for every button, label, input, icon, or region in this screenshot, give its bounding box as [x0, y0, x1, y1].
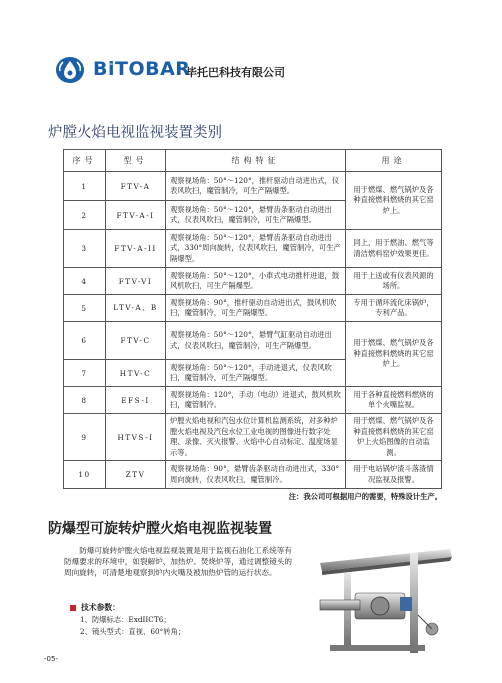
row-use: 专用于循环流化床锅炉，专利产品。	[346, 295, 442, 322]
table-row	[64, 322, 442, 360]
row-feature: 炉膛火焰电视和汽包水位计算机监测系统，对多种炉膛火焰电视及汽包水位工业电视的图像进行数字处理、录像、灭火报警、火焰中心自动标定、温度场显示等。	[166, 414, 346, 461]
params-heading	[70, 602, 120, 613]
row-seq: 7	[64, 360, 106, 387]
row-use: 用于燃煤、燃气锅炉及各种直接燃料燃烧的其它窑炉上火焰图像的自动监测。	[346, 414, 442, 461]
table-row	[64, 387, 442, 414]
product-table	[63, 149, 442, 489]
row-use: 同上，用于燃油、燃气等清洁燃料窑炉效果更佳。	[346, 230, 442, 268]
row-seq: 8	[64, 387, 106, 414]
header-feature: 结构特征	[166, 150, 346, 172]
header-seq: 序号	[64, 150, 106, 172]
table-row	[64, 268, 442, 295]
row-use: 用于燃煤、燃气锅炉及各种直接燃料燃烧的其它窑炉上。	[346, 322, 442, 387]
row-feature: 观察视场角：90°，推杆驱动自动进出式，鼓风机吹扫，魔管制冷，可生产隔爆型。	[166, 295, 346, 322]
row-feature: 观察视场角：50°～120°，悬臂齿条驱动自动进出式，330°周向旋转，仪表风吹扫，魔管制冷，可生产隔爆型。	[166, 230, 346, 268]
page-title: 炉膛火焰电视监视装置类别	[48, 125, 222, 141]
row-model: HTVS-I	[106, 414, 166, 461]
row-model: LTV-A、B	[106, 295, 166, 322]
row-seq: 6	[64, 322, 106, 360]
section-body: 防爆可旋转炉膛火焰电视监视装置是用于监视石油化工系统等有防爆要求的环境中，如裂解炉、加热炉、焚烧炉等，通过调整镜头的周向旋转，可清楚地观察到炉内火嘴及被加热炉管的运行状态。	[64, 546, 292, 578]
row-use: 用于上送或有仪表风源的场所。	[346, 268, 442, 295]
brand-name: BiTOBAR	[93, 58, 191, 80]
page-number: -05-	[44, 655, 58, 663]
row-seq: 4	[64, 268, 106, 295]
table-row	[64, 414, 442, 461]
device-illustration	[300, 545, 460, 655]
param-item: 1、防爆标志：ExdIICT6；	[80, 615, 171, 624]
row-model: ZTV	[106, 461, 166, 489]
table-row	[64, 461, 442, 489]
row-model: FTV-VI	[106, 268, 166, 295]
params-list	[80, 614, 185, 638]
section-title: 防爆型可旋转炉膛火焰电视监视装置	[48, 521, 272, 537]
row-seq: 2	[64, 201, 106, 230]
row-seq: 5	[64, 295, 106, 322]
table-row	[64, 230, 442, 268]
row-feature: 观察视场角：90°，悬臂齿条驱动自动进出式，330°周向旋转，仪表风吹扫，魔管制冷。	[166, 461, 346, 489]
row-use: 用于燃煤、燃气锅炉及各种直接燃料燃烧的其它窑炉上。	[346, 172, 442, 230]
row-model: EFS-I	[106, 387, 166, 414]
row-seq: 1	[64, 172, 106, 201]
row-model: FTV-A-I	[106, 201, 166, 230]
row-seq: 10	[64, 461, 106, 489]
row-model: FTV-A	[106, 172, 166, 201]
row-model: HTV-C	[106, 360, 166, 387]
row-use: 用于各种直接燃料燃烧的单个火嘴监视。	[346, 387, 442, 414]
row-use: 用于电站锅炉渣斗落渣情况监视及报警。	[346, 461, 442, 489]
param-item: 2、镜头型式：直视、60°转角；	[80, 627, 186, 636]
params-title: 技术参数：	[81, 603, 120, 612]
header-use: 用途	[346, 150, 442, 172]
row-model: FTV-A-II	[106, 230, 166, 268]
table-row	[64, 295, 442, 322]
row-feature: 观察视场角：50°～120°，推杆驱动自动进出式，仪表风吹扫，魔管制冷，可生产隔爆型。	[166, 172, 346, 201]
row-feature: 观察视场角：50°～120°，手动进退式，仪表风吹扫，魔管制冷，可生产隔爆型。	[166, 360, 346, 387]
bitobar-logo-icon	[52, 55, 88, 85]
row-model: FTV-C	[106, 322, 166, 360]
red-bullet-icon	[70, 605, 76, 611]
table-header-row	[64, 150, 442, 172]
row-seq: 9	[64, 414, 106, 461]
row-feature: 观察视场角：50°～120°，悬臂齿条驱动自动进出式，仪表风吹扫，魔管制冷，可生产隔爆型。	[166, 201, 346, 230]
row-feature: 观察视场角：50°～120°，小車式电动推杆进退，鼓风机吹扫，可生产隔爆型。	[166, 268, 346, 295]
row-feature: 观察视场角：50°～120°，悬臂气缸驱动自动进出式，仪表风吹扫，魔管制冷，可生产隔爆型。	[166, 322, 346, 360]
row-feature: 观察视场角：120°，手动（电动）进退式，鼓风机吹扫，魔管制冷。	[166, 387, 346, 414]
table-row	[64, 172, 442, 201]
company-name: 毕托巴科技有限公司	[186, 66, 285, 79]
row-seq: 3	[64, 230, 106, 268]
table-note: 注：我公司可根据用户的需要，特殊设计生产。	[288, 492, 442, 501]
header-model: 型号	[106, 150, 166, 172]
